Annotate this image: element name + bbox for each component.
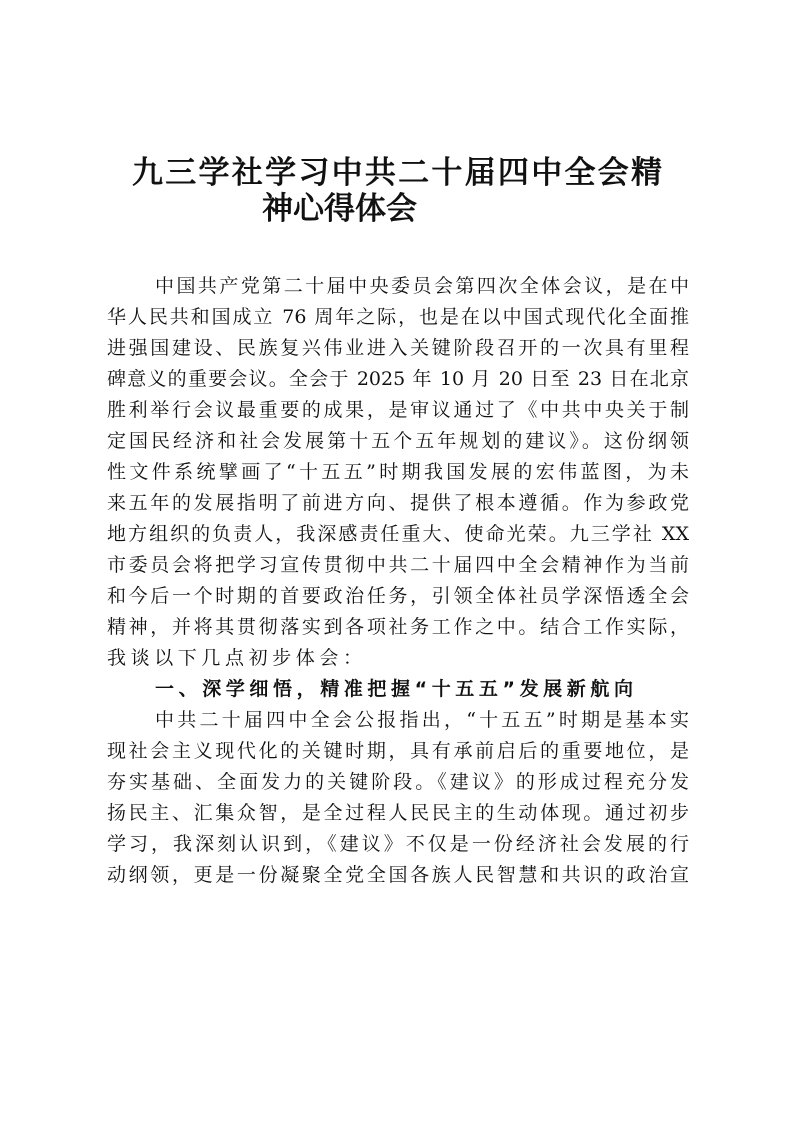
text-line: 定国民经济和社会发展第十五个五年规划的建议》。这份纲领 (107, 430, 689, 452)
text-line: 市委员会将把学习宣传贯彻中共二十届四中全会精神作为当前 (107, 554, 689, 576)
text-line: 来五年的发展指明了前进方向、提供了根本遵循。作为参政党 (107, 492, 689, 514)
document-body (107, 271, 689, 891)
text-line: 碑意义的重要会议。全会于 2025 年 10 月 20 日至 23 日在北京 (107, 368, 689, 390)
text-line: 和今后一个时期的首要政治任务，引领全体社员学深悟透全会 (107, 585, 689, 607)
text-line: 学习，我深刻认识到，《建议》不仅是一份经济社会发展的行 (107, 833, 689, 855)
text-line: 中国共产党第二十届中央委员会第四次全体会议，是在中 (155, 275, 689, 297)
text-line: 夯实基础、全面发力的关键阶段。《建议》的形成过程充分发 (107, 771, 689, 793)
text-line: 地方组织的负责人，我深感责任重大、使命光荣。九三学社 XX (107, 523, 689, 545)
document-title-line-1: 九三学社学习中共二十届四中全会精 (132, 155, 662, 191)
text-line: 现社会主义现代化的关键时期，具有承前启后的重要地位，是 (107, 740, 689, 762)
text-line: 我谈以下几点初步体会： (107, 647, 367, 669)
text-line: 胜利举行会议最重要的成果，是审议通过了《中共中央关于制 (107, 399, 689, 421)
text-line: 扬民主、汇集众智，是全过程人民民主的生动体现。通过初步 (107, 802, 689, 824)
text-line: 精神，并将其贯彻落实到各项社务工作之中。结合工作实际， (107, 616, 689, 638)
text-line: 中共二十届四中全会公报指出，“十五五”时期是基本实 (155, 709, 689, 731)
text-line: 华人民共和国成立 76 周年之际，也是在以中国式现代化全面推 (107, 306, 689, 328)
text-line: 动纲领，更是一份凝聚全党全国各族人民智慧和共识的政治宣 (107, 864, 689, 886)
text-line: 性文件系统擘画了“十五五”时期我国发展的宏伟蓝图，为未 (107, 461, 689, 483)
document-title-line-2: 神心得体会 (262, 191, 417, 227)
section-heading: 一、深学细悟，精准把握“十五五”发展新航向 (155, 678, 638, 700)
text-line: 进强国建设、民族复兴伟业进入关键阶段召开的一次具有里程 (107, 337, 689, 359)
